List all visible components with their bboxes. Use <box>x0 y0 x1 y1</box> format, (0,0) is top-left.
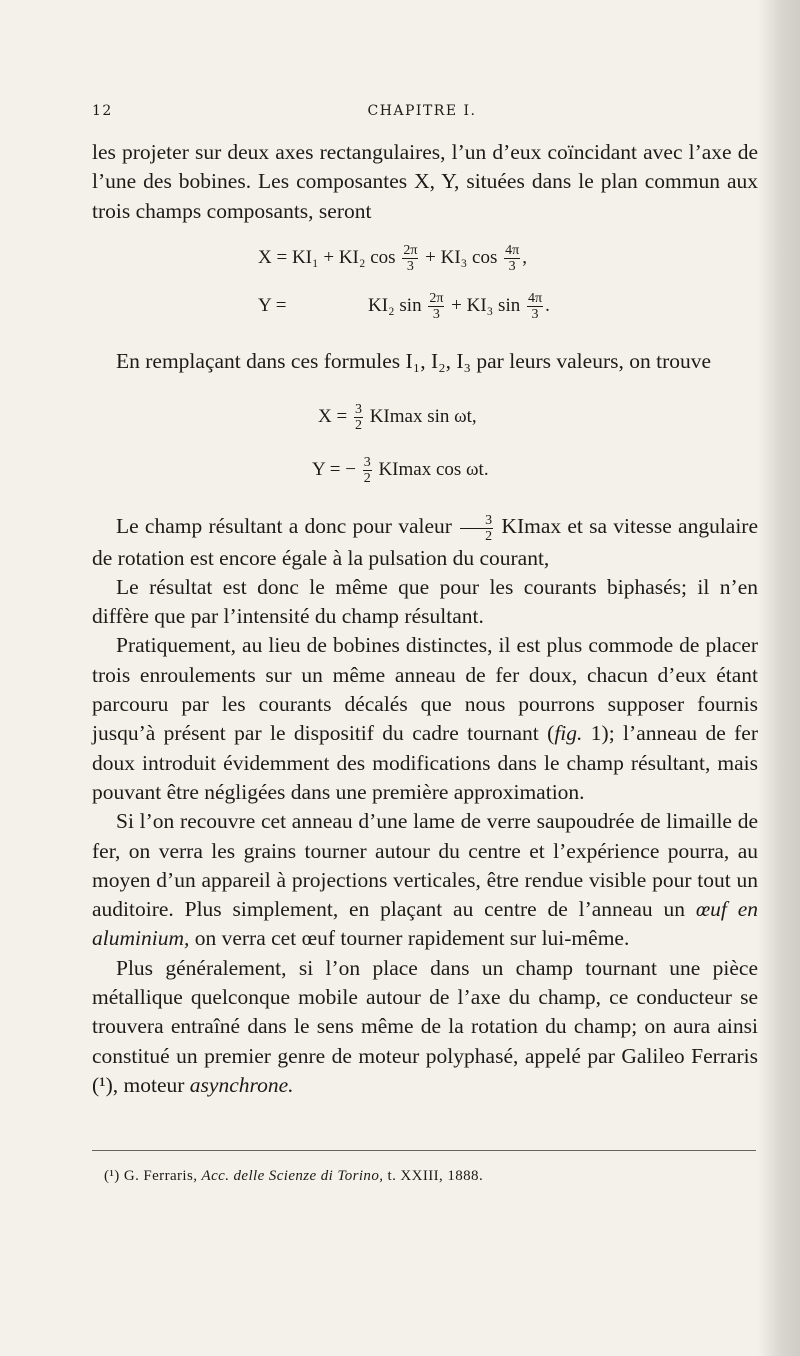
paragraph-3-end: KImax et sa vitesse angulaire de rotation est encore égale à la pulsation du courant, <box>92 514 759 570</box>
eq3-lhs: X = <box>318 405 348 427</box>
eq2-f2-den: 3 <box>531 307 539 322</box>
eq1-f1-den: 3 <box>406 259 414 274</box>
equation-x-components <box>258 243 527 274</box>
eq1-fraction-1 <box>402 243 418 274</box>
eq2-f1-den: 3 <box>432 307 440 322</box>
eq1-fraction-2 <box>504 243 520 274</box>
paragraph-7 <box>92 954 758 1100</box>
eq2-f2-num: 4π <box>527 291 543 306</box>
eq2-end: . <box>545 294 550 316</box>
eq4-num: 3 <box>363 455 371 470</box>
equation-x-result <box>318 402 477 433</box>
eq2-term1: KI₂ sin <box>367 294 422 316</box>
chapter-title: CHAPITRE I. <box>367 103 477 119</box>
paragraph-3-fraction <box>460 513 493 544</box>
footnote-start: (¹) G. Ferraris, <box>104 1168 202 1184</box>
paragraph-2: En remplaçant dans ces formules I₁, I₂, I₃ par leurs valeurs, on trouve <box>116 349 712 373</box>
paragraph-5 <box>92 631 758 807</box>
equation-y-result <box>312 455 489 486</box>
page-number: 12 <box>92 103 113 119</box>
eq2-fraction-1 <box>428 291 444 322</box>
paragraph-3-start: Le champ résultant a donc pour valeur <box>116 514 452 538</box>
paragraph-7-start: Plus généralement, si l’on place dans un champ tournant une pièce métallique quelconque mobile autour de l’axe du champ, ce conducteur se trouvera entraîné dans le sens même de la rotation du champ; on aura ainsi constitué un premier genre de moteur polyphasé, appelé par Galileo Ferraris (¹), moteur <box>92 955 758 1097</box>
eq1-f2-num: 4π <box>505 243 520 258</box>
eq2-lhs: Y = <box>258 294 287 316</box>
eq1-lhs: X = <box>258 246 288 268</box>
footnote <box>104 1168 744 1185</box>
eq3-rhs: KImax sin ωt, <box>369 405 477 427</box>
eq4-rhs: KImax cos ωt. <box>378 458 489 480</box>
eq3-fraction <box>354 402 363 433</box>
paragraph-7-italic: asynchrone. <box>189 1072 294 1097</box>
footnote-separator <box>92 1150 756 1151</box>
eq3-num: 3 <box>354 402 362 417</box>
eq4-lhs: Y = − <box>312 458 356 480</box>
paragraph-3-frac-num: 3 <box>460 513 493 529</box>
eq1-term1: KI₁ + KI₂ cos <box>291 246 396 268</box>
paragraph-3-frac-den: 2 <box>485 528 493 544</box>
page-edge-shadow <box>758 0 800 1356</box>
paragraph-5-end: 1); l’anneau de fer doux introduit évidemment des modifications dans le champ résultant, mais pouvant être négligées dans une première approximation. <box>92 721 758 804</box>
paragraph-1-block <box>92 138 758 226</box>
paragraph-2-block <box>92 347 758 376</box>
eq1-end: , <box>522 246 527 268</box>
paragraph-3 <box>92 512 758 573</box>
equation-y-components <box>258 291 550 322</box>
page-header <box>92 103 752 129</box>
paragraph-1: les projeter sur deux axes rectangulaires, l’un d’eux coïncidant avec l’axe de l’une des bobines. Les composantes X, Y, situées dans le plan commun aux trois champs composants, seront <box>92 140 758 223</box>
eq1-term2: + KI₃ cos <box>425 246 498 268</box>
eq2-term2: + KI₃ sin <box>451 294 521 316</box>
eq4-fraction <box>363 455 372 486</box>
paragraph-4: Le résultat est donc le même que pour les courants biphasés; il n’en diffère que par l’intensité du champ résultant. <box>92 574 758 629</box>
paragraph-6-italic: œuf en aluminium, <box>92 897 758 951</box>
paragraph-5-start: Pratiquement, au lieu de bobines distinctes, il est plus commode de placer trois enroulements sur un même anneau de fer doux, chacun d’eux étant parcouru par les courants décalés que nous pourrons supposer fournis jusqu’à présent par le dispositif du cadre tournant ( <box>92 633 758 746</box>
body-text-block <box>92 512 758 1100</box>
eq3-den: 2 <box>354 418 362 433</box>
eq4-den: 2 <box>363 471 371 486</box>
eq1-f2-den: 3 <box>508 259 516 274</box>
eq2-fraction-2 <box>527 291 543 322</box>
paragraph-5-fig-ref: fig. <box>554 721 583 746</box>
eq2-f1-num: 2π <box>429 291 444 306</box>
footnote-end: t. XXIII, 1888. <box>383 1168 484 1184</box>
paragraph-6-start: Si l’on recouvre cet anneau d’une lame de verre saupoudrée de limaille de fer, on verra les grains tourner autour du centre et l’expérience pourra, au moyen d’un appareil à projections verticales, être rendue visible pour tout un auditoire. Plus simplement, en plaçant au centre de l’anneau un <box>92 809 758 922</box>
paragraph-6 <box>92 807 758 953</box>
paragraph-6-end: on verra cet œuf tourner rapidement sur lui-même. <box>189 926 630 951</box>
footnote-italic: Acc. delle Scienze di Torino, <box>201 1168 384 1184</box>
eq1-f1-num: 2π <box>403 243 418 258</box>
